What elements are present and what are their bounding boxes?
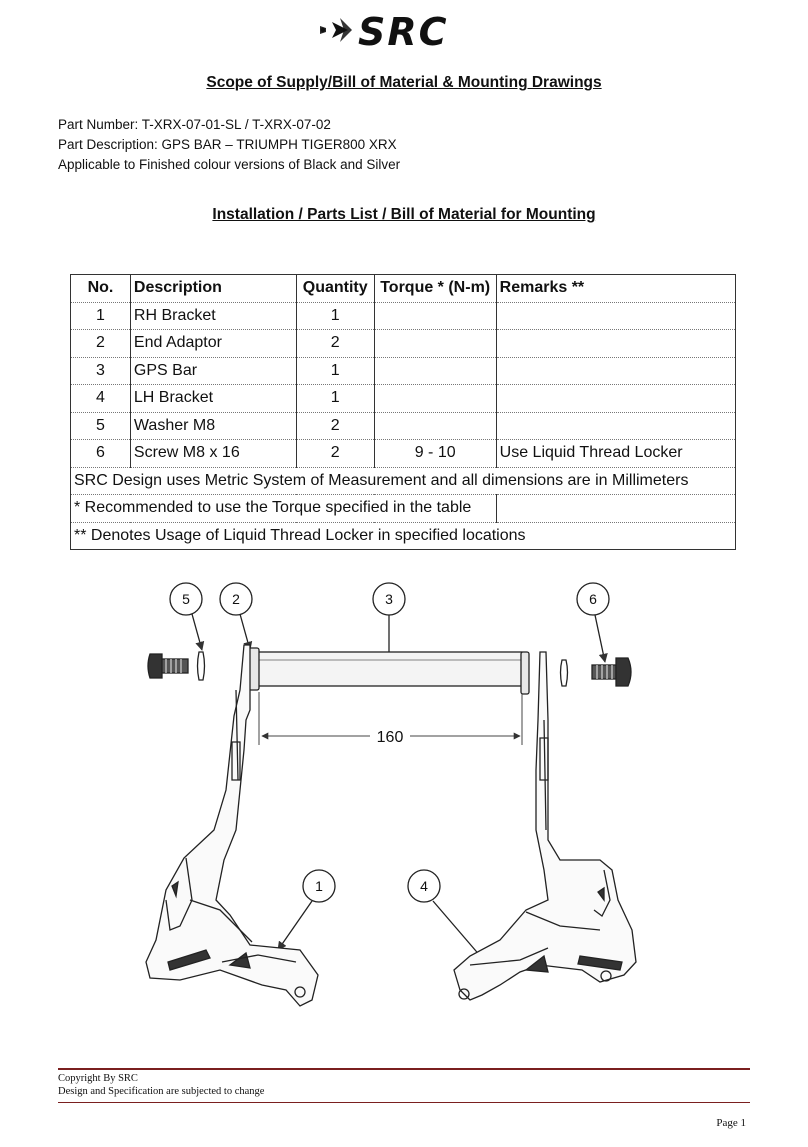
src-logo: [318, 12, 490, 50]
section-title: Installation / Parts List / Bill of Material for Mounting: [212, 206, 596, 223]
cell-description: RH Bracket: [130, 302, 296, 330]
bill-of-material-table: [70, 274, 736, 550]
lh-bracket: [454, 652, 636, 1000]
cell-description: LH Bracket: [130, 385, 296, 413]
header-description: Description: [130, 275, 296, 303]
footer-divider-bottom: [58, 1102, 750, 1103]
table-note-row: [71, 467, 736, 495]
gps-bar: [249, 648, 529, 694]
header-quantity: Quantity: [296, 275, 374, 303]
note-torque-empty: [496, 495, 735, 523]
note-locker: ** Denotes Usage of Liquid Thread Locker in specified locations: [71, 522, 736, 550]
table-note-row: [71, 522, 736, 550]
table-header-row: [71, 275, 736, 303]
cell-quantity: 2: [296, 440, 374, 468]
leader-1: [278, 901, 312, 950]
callout-3: 3: [385, 591, 393, 607]
cell-remarks: [496, 330, 735, 358]
cell-torque: [374, 330, 496, 358]
leader-5: [192, 614, 202, 650]
part-number: Part Number: T-XRX-07-01-SL / T-XRX-07-02: [58, 117, 331, 132]
dimension-label: 160: [376, 729, 404, 746]
table-row: [71, 357, 736, 385]
cell-quantity: 2: [296, 412, 374, 440]
cell-remarks: [496, 385, 735, 413]
cell-quantity: 2: [296, 330, 374, 358]
leader-6: [595, 615, 605, 662]
logo-speed-lines: [320, 18, 352, 42]
cell-quantity: 1: [296, 357, 374, 385]
cell-no: 6: [71, 440, 131, 468]
cell-description: Washer M8: [130, 412, 296, 440]
cell-no: 5: [71, 412, 131, 440]
footer-disclaimer: Design and Specification are subjected to change: [58, 1086, 265, 1097]
cell-torque: [374, 357, 496, 385]
cell-torque: 9 - 10: [374, 440, 496, 468]
cell-torque: [374, 302, 496, 330]
applicability: Applicable to Finished colour versions of Black and Silver: [58, 157, 401, 172]
cell-quantity: 1: [296, 302, 374, 330]
page-number: Page 1: [716, 1117, 746, 1129]
table-row: [71, 330, 736, 358]
footer-copyright: Copyright By SRC: [58, 1073, 138, 1084]
header-torque: Torque * (N-m): [374, 275, 496, 303]
cell-no: 1: [71, 302, 131, 330]
cell-description: GPS Bar: [130, 357, 296, 385]
note-torque: * Recommended to use the Torque specified in the table: [71, 495, 497, 523]
cell-remarks: [496, 302, 735, 330]
note-metric: SRC Design uses Metric System of Measurement and all dimensions are in Millimeters: [71, 467, 736, 495]
cell-description: End Adaptor: [130, 330, 296, 358]
header-no: No.: [71, 275, 131, 303]
cell-description: Screw M8 x 16: [130, 440, 296, 468]
part-info: [58, 115, 400, 175]
callout-5: 5: [182, 591, 190, 607]
mounting-drawing: [0, 570, 808, 1030]
callout-1: 1: [315, 878, 323, 894]
table-row: [71, 385, 736, 413]
document-title: Scope of Supply/Bill of Material & Mounting Drawings: [206, 74, 602, 91]
cell-remarks: [496, 412, 735, 440]
table-note-row: [71, 495, 736, 523]
callout-2: 2: [232, 591, 240, 607]
callout-4: 4: [420, 878, 428, 894]
rh-bracket: [146, 645, 318, 1006]
footer-divider-top: [58, 1068, 750, 1070]
cell-torque: [374, 385, 496, 413]
table-row: [71, 440, 736, 468]
callout-6: 6: [589, 591, 597, 607]
cell-remarks: Use Liquid Thread Locker: [496, 440, 735, 468]
right-screw: [592, 658, 631, 686]
left-screw: [148, 654, 188, 678]
part-description: Part Description: GPS BAR – TRIUMPH TIGER800 XRX: [58, 137, 397, 152]
right-washer: [561, 660, 568, 686]
table-row: [71, 412, 736, 440]
cell-remarks: [496, 357, 735, 385]
cell-no: 2: [71, 330, 131, 358]
header-remarks: Remarks **: [496, 275, 735, 303]
cell-no: 3: [71, 357, 131, 385]
table-row: [71, 302, 736, 330]
logo-text: SRC: [358, 12, 449, 50]
cell-torque: [374, 412, 496, 440]
cell-no: 4: [71, 385, 131, 413]
cell-quantity: 1: [296, 385, 374, 413]
left-washer: [198, 652, 205, 680]
